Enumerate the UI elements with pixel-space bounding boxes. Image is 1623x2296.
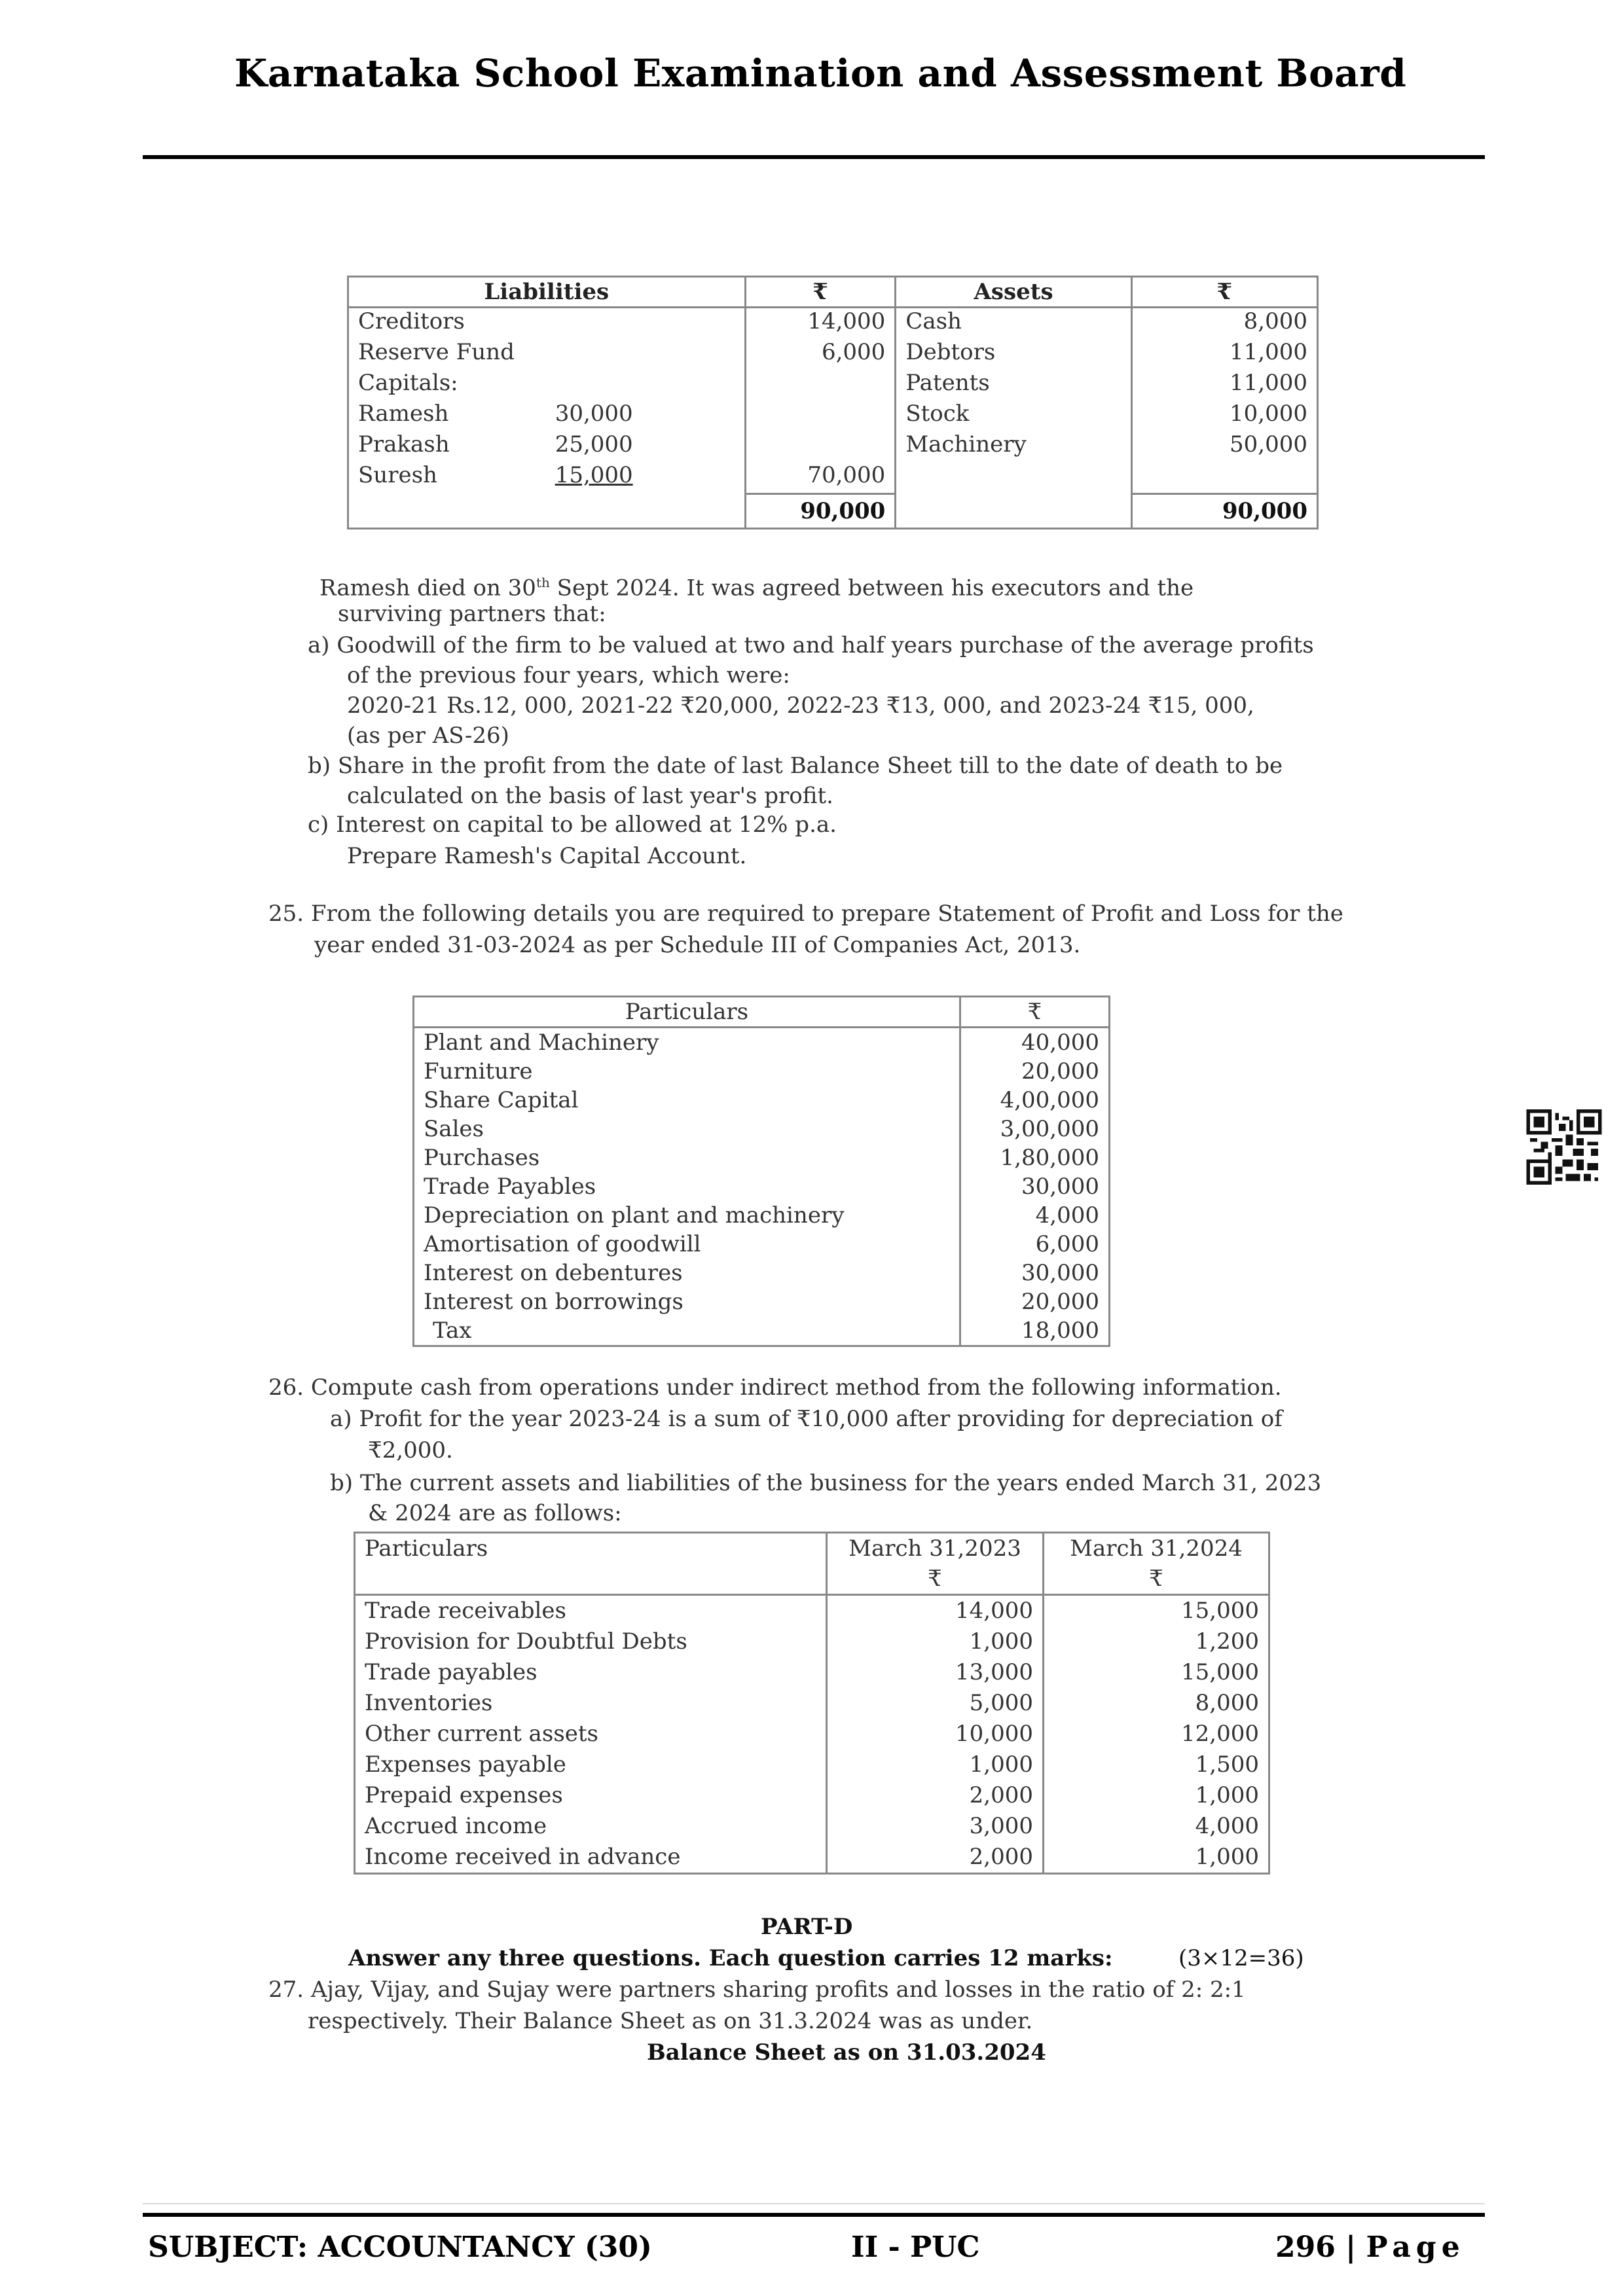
asset-label xyxy=(896,462,1131,494)
table-row xyxy=(348,339,1318,370)
row-label: Depreciation on plant and machinery xyxy=(414,1201,960,1230)
row-label: Trade receivables xyxy=(355,1595,827,1627)
row-label: Interest on borrowings xyxy=(414,1287,960,1316)
table-row xyxy=(414,1172,1110,1201)
liability-sub xyxy=(546,308,745,340)
liability-label: Capitals: xyxy=(358,370,458,396)
asset-amount: 10,000 xyxy=(1230,401,1307,427)
row-amount: 1,80,000 xyxy=(1000,1145,1099,1171)
footer-subject: SUBJECT: ACCOUNTANCY (30) xyxy=(148,2231,652,2264)
row-amount: 30,000 xyxy=(1021,1260,1099,1286)
row-label: Income received in advance xyxy=(355,1842,827,1874)
q24-intro-line1: Ramesh died on 30th Sept 2024. It was agreed between his executors and the xyxy=(319,575,1194,601)
asset-label: Patents xyxy=(896,370,1131,401)
liability-sub: 15,000 xyxy=(555,462,633,488)
row-label: Inventories xyxy=(355,1688,827,1719)
table-row xyxy=(355,1749,1269,1780)
q26-part-b-line1: b) The current assets and liabilities of the business for the years ended March 31, 2023 xyxy=(330,1470,1322,1496)
value-2023: 1,000 xyxy=(827,1626,1044,1657)
total-row xyxy=(348,494,1318,529)
header-divider xyxy=(143,155,1485,159)
row-amount: 20,000 xyxy=(1021,1058,1099,1085)
q27-line1: 27. Ajay, Vijay, and Sujay were partners sharing profits and losses in the ratio of 2: 2:1 xyxy=(268,1977,1246,2003)
row-amount: 6,000 xyxy=(1035,1231,1099,1257)
table-row xyxy=(414,1201,1110,1230)
table-row xyxy=(414,1230,1110,1259)
q26-part-a-line1: a) Profit for the year 2023-24 is a sum of ₹10,000 after providing for depreciation of xyxy=(330,1406,1283,1432)
asset-amount: 11,000 xyxy=(1230,370,1307,396)
liability-label: Prakash xyxy=(358,431,450,457)
q24-part-a-line2: of the previous four years, which were: xyxy=(347,662,790,689)
table-row xyxy=(355,1811,1269,1842)
row-label: Trade payables xyxy=(355,1657,827,1688)
value-2024: 15,000 xyxy=(1181,1659,1259,1685)
rupee-header: ₹ xyxy=(745,277,896,308)
value-2024: 15,000 xyxy=(1181,1598,1259,1624)
particulars-header: Particulars xyxy=(355,1533,827,1595)
table-row xyxy=(355,1780,1269,1811)
row-label: Provision for Doubtful Debts xyxy=(355,1626,827,1657)
q26-part-a-line2: ₹2,000. xyxy=(368,1437,453,1463)
liability-sub: 25,000 xyxy=(546,431,745,462)
value-2023: 3,000 xyxy=(827,1811,1044,1842)
asset-label: Machinery xyxy=(896,431,1131,462)
row-amount: 40,000 xyxy=(1021,1030,1099,1056)
row-label: Expenses payable xyxy=(355,1749,827,1780)
table-header-row xyxy=(355,1533,1269,1595)
value-2023: 13,000 xyxy=(827,1657,1044,1688)
row-label: Purchases xyxy=(414,1143,960,1172)
liability-sub: 30,000 xyxy=(546,401,745,431)
liability-amount xyxy=(745,401,896,431)
particulars-header: Particulars xyxy=(414,997,960,1028)
liability-amount: 14,000 xyxy=(745,308,896,340)
value-2024: 8,000 xyxy=(1195,1690,1259,1716)
row-label: Prepaid expenses xyxy=(355,1780,827,1811)
table-row xyxy=(414,1259,1110,1287)
liability-amount: 70,000 xyxy=(745,462,896,494)
liability-label: Reserve Fund xyxy=(358,339,515,365)
asset-label: Stock xyxy=(896,401,1131,431)
asset-amount: 11,000 xyxy=(1230,339,1307,365)
row-label: Amortisation of goodwill xyxy=(414,1230,960,1259)
table-row xyxy=(414,1086,1110,1115)
q27-line2: respectively. Their Balance Sheet as on 31.3.2024 was as under. xyxy=(308,2008,1033,2034)
qr-code-icon xyxy=(1525,1109,1603,1185)
march-2023-header: March 31,2023 ₹ xyxy=(827,1533,1044,1595)
table-header-row xyxy=(414,997,1110,1028)
table-row xyxy=(355,1657,1269,1688)
liability-sub xyxy=(546,339,745,370)
value-2023: 10,000 xyxy=(827,1719,1044,1749)
footer-divider-thin xyxy=(143,2203,1485,2204)
table-row xyxy=(355,1719,1269,1749)
row-amount: 4,000 xyxy=(1035,1202,1099,1229)
part-d-instruction: Answer any three questions. Each question carries 12 marks: xyxy=(348,1945,1113,1971)
q26-line1: 26. Compute cash from operations under indirect method from the following information. xyxy=(268,1374,1282,1401)
q27-balance-sheet-title: Balance Sheet as on 31.03.2024 xyxy=(647,2039,1046,2066)
liability-amount: 6,000 xyxy=(745,339,896,370)
asset-amount: 8,000 xyxy=(1243,308,1307,334)
value-2024: 1,000 xyxy=(1195,1782,1259,1808)
table-row xyxy=(355,1688,1269,1719)
value-2023: 5,000 xyxy=(827,1688,1044,1719)
rupee-header: ₹ xyxy=(960,997,1110,1028)
asset-label: Cash xyxy=(896,308,1131,340)
table-row xyxy=(348,401,1318,431)
liability-label: Creditors xyxy=(358,308,465,334)
liability-amount xyxy=(745,370,896,401)
row-amount: 3,00,000 xyxy=(1000,1116,1099,1142)
footer-divider xyxy=(143,2213,1485,2217)
table-row xyxy=(414,1028,1110,1058)
q24-part-c: c) Interest on capital to be allowed at 12% p.a. xyxy=(308,812,837,838)
table-row xyxy=(414,1143,1110,1172)
q25-line1: 25. From the following details you are required to prepare Statement of Profit and Loss for the xyxy=(268,901,1343,927)
assets-header: Assets xyxy=(896,277,1131,308)
row-label: Accrued income xyxy=(355,1811,827,1842)
footer-class: II - PUC xyxy=(851,2231,980,2264)
value-2023: 14,000 xyxy=(827,1595,1044,1627)
row-label: Interest on debentures xyxy=(414,1259,960,1287)
part-d-marks: (3×12=36) xyxy=(1178,1945,1304,1971)
q26-current-items-table xyxy=(354,1532,1270,1874)
value-2023: 1,000 xyxy=(827,1749,1044,1780)
value-2024: 4,000 xyxy=(1195,1813,1259,1839)
q25-particulars-table xyxy=(412,996,1110,1347)
q24-part-b-line2: calculated on the basis of last year's profit. xyxy=(347,783,833,809)
q24-part-b-line1: b) Share in the profit from the date of last Balance Sheet till to the date of death to be xyxy=(308,753,1283,779)
table-row xyxy=(414,1115,1110,1143)
row-amount: 30,000 xyxy=(1021,1174,1099,1200)
q24-part-a-note: (as per AS-26) xyxy=(347,723,509,749)
liability-amount xyxy=(745,431,896,462)
q25-line2: year ended 31-03-2024 as per Schedule III of Companies Act, 2013. xyxy=(314,932,1081,958)
asset-amount: 50,000 xyxy=(1230,431,1307,457)
table-row xyxy=(414,1287,1110,1316)
total-assets: 90,000 xyxy=(1131,494,1317,529)
value-2024: 1,000 xyxy=(1195,1844,1259,1870)
value-2023: 2,000 xyxy=(827,1842,1044,1874)
q24-part-a-profits: 2020-21 Rs.12, 000, 2021-22 ₹20,000, 2022-23 ₹13, 000, and 2023-24 ₹15, 000, xyxy=(347,692,1254,719)
value-2024: 1,500 xyxy=(1195,1751,1259,1778)
table-row xyxy=(414,1316,1110,1346)
row-amount: 4,00,000 xyxy=(1000,1087,1099,1113)
table-row xyxy=(348,370,1318,401)
table-header-row xyxy=(348,277,1318,308)
value-2024: 12,000 xyxy=(1181,1721,1259,1747)
value-2024: 1,200 xyxy=(1195,1628,1259,1655)
row-label: Other current assets xyxy=(355,1719,827,1749)
table-row xyxy=(348,308,1318,340)
part-d-title: PART-D xyxy=(761,1914,853,1940)
q24-prepare-instruction: Prepare Ramesh's Capital Account. xyxy=(347,843,747,869)
row-amount: 18,000 xyxy=(1021,1318,1099,1344)
value-2023: 2,000 xyxy=(827,1780,1044,1811)
table-row xyxy=(348,431,1318,462)
liability-label: Suresh xyxy=(358,462,437,488)
row-label: Tax xyxy=(414,1316,960,1346)
table-row xyxy=(355,1595,1269,1627)
total-liabilities: 90,000 xyxy=(745,494,896,529)
row-label: Share Capital xyxy=(414,1086,960,1115)
table-row xyxy=(414,1057,1110,1086)
table-row xyxy=(348,462,1318,494)
liabilities-header: Liabilities xyxy=(348,277,746,308)
q24-part-a-line1: a) Goodwill of the firm to be valued at two and half years purchase of the average profits xyxy=(308,632,1314,658)
row-amount: 20,000 xyxy=(1021,1289,1099,1315)
balance-sheet-table xyxy=(347,276,1319,529)
rupee-header: ₹ xyxy=(1131,277,1317,308)
q24-intro-line2: surviving partners that: xyxy=(338,601,606,627)
table-row xyxy=(355,1626,1269,1657)
q26-part-b-line2: & 2024 are as follows: xyxy=(368,1500,622,1526)
row-label: Plant and Machinery xyxy=(414,1028,960,1058)
liability-sub xyxy=(546,370,745,401)
asset-label: Debtors xyxy=(896,339,1131,370)
footer-page-number: 296 | Page xyxy=(1275,2231,1465,2264)
liability-label: Ramesh xyxy=(358,401,449,427)
page-header-title: Karnataka School Examination and Assessment Board xyxy=(234,51,1407,96)
row-label: Furniture xyxy=(414,1057,960,1086)
table-row xyxy=(355,1842,1269,1874)
row-label: Trade Payables xyxy=(414,1172,960,1201)
asset-amount xyxy=(1131,462,1317,494)
march-2024-header: March 31,2024 ₹ xyxy=(1044,1533,1269,1595)
row-label: Sales xyxy=(414,1115,960,1143)
